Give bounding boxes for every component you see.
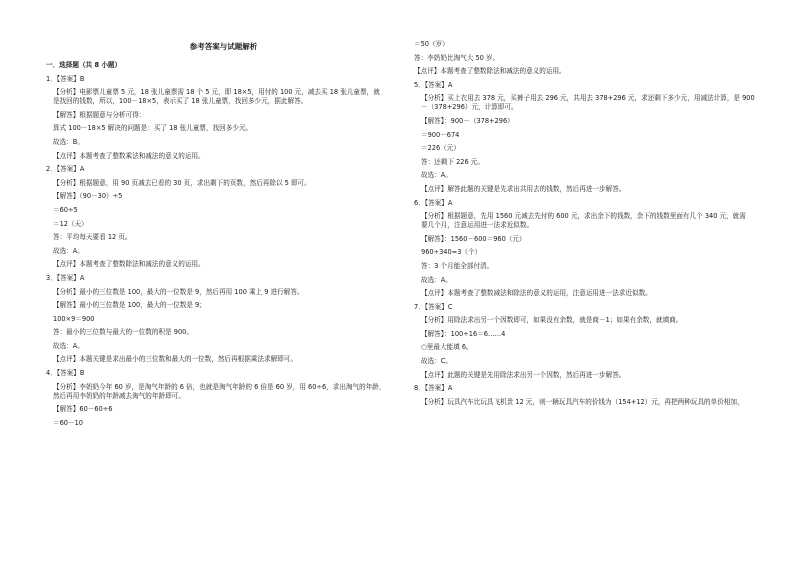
right-line: －（378+296）元，计算即可。 xyxy=(421,103,518,112)
left-line: 【分析】李奶奶今年 60 岁，是淘气年龄的 6 倍，也就是淘气年龄的 6 倍是 60 岁，用 60÷6，求出淘气的年龄， xyxy=(53,382,386,391)
right-line: 【分析】玩具汽车比玩具飞机贵 12 元，则一辆玩具汽车的价钱为（154+12）元，再把两种玩具的单价相加， xyxy=(421,397,744,406)
left-line: 一．选择题（共 8 小题） xyxy=(46,61,122,69)
left-line: ＝60÷5 xyxy=(53,205,78,214)
left-line: 故选：B。 xyxy=(53,137,84,146)
left-line: 100×9＝900 xyxy=(53,314,95,323)
right-line: 【分析】买上衣用去 378 元，买裤子用去 296 元，共用去 378+296 元，求还剩下多少元，用减法计算，是 900 xyxy=(421,94,755,103)
left-line: 【分析】根据题意，用 90 页减去已看的 30 页，求出剩下的页数，然后再除以 5 即可。 xyxy=(53,178,311,187)
left-column xyxy=(46,40,401,432)
left-line: ＝12（天） xyxy=(53,219,88,228)
left-line: 【分析】最小的三位数是 100，最大的一位数是 9，然后再用 100 乘上 9 进行解答。 xyxy=(53,287,304,296)
left-line: 【点评】本题考查了整数除法和减法的意义的运用。 xyxy=(53,260,205,269)
right-line: 故选：A。 xyxy=(421,275,452,284)
left-line: 答：平均每天要看 12 页。 xyxy=(53,233,132,242)
left-line: 故选：A。 xyxy=(53,246,84,255)
left-line: 【解答】（90－30）÷5 xyxy=(53,192,123,201)
left-line: 【点评】本题考查了整数乘法和减法的意义的运用。 xyxy=(53,151,205,160)
left-line: 【分析】电影票儿童票 5 元，18 张儿童票需 18 个 5 元，即 18×5，用付的 100 元，减去买 18 张儿童票，就 xyxy=(53,88,380,97)
right-line: 答：3 个月能全部付清。 xyxy=(421,261,494,270)
left-line: 【解答】根据题意与分析可得： xyxy=(53,110,146,119)
right-line: 【点评】此题的关键是先用除法求出另一个因数，然后再进一步解答。 xyxy=(421,370,626,379)
right-line: 5．【答案】A xyxy=(414,80,453,89)
right-line: 【点评】本题考查了整数减法和除法的意义的运用，注意运用进一法求近似数。 xyxy=(421,289,652,298)
right-line: ＝50（岁） xyxy=(414,40,449,48)
left-line: 【点评】本题关键是求出最小的三位数和最大的一位数，然后再根据乘法求解即可。 xyxy=(53,355,297,364)
left-line: 答：最小的三位数与最大的一位数的积是 900。 xyxy=(53,328,193,337)
right-line: 【分析】根据题意，先用 1560 元减去先付的 600 元，求出余下的钱数，余下的钱数里面有几个 340 元，就需 xyxy=(421,212,746,221)
left-line: 【解答】最小的三位数是 100，最大的一位数是 9； xyxy=(53,301,206,310)
left-line: 算式 100－18×5 解决的问题是：买了 18 张儿童票，找回多少元。 xyxy=(53,124,253,133)
left-line: 然后再用李奶奶的年龄减去淘气的年龄即可。 xyxy=(53,391,185,400)
left-line: ＝60－10 xyxy=(53,418,83,427)
right-line: 答：还剩下 226 元。 xyxy=(421,157,484,166)
right-line: 故选：C。 xyxy=(421,357,452,366)
right-line: 【点评】本题考查了整数除法和减法的意义的运用。 xyxy=(414,67,566,76)
right-line: 【点评】解答此题的关键是先求出共用去的钱数，然后再进一步解答。 xyxy=(421,184,626,193)
right-line: ＝900－674 xyxy=(421,130,460,139)
right-line: 【解答】：100÷16＝6……4 xyxy=(421,329,506,338)
right-line: 答：李奶奶比淘气大 50 岁。 xyxy=(414,53,500,62)
left-line: 故选：A。 xyxy=(53,341,84,350)
right-line: 7．【答案】C xyxy=(414,302,453,311)
right-line: 6．【答案】A xyxy=(414,198,453,207)
right-line: 【解答】：1560－600＝960（元） xyxy=(421,234,526,243)
page-title: 参考答案与试题解析 xyxy=(189,42,258,51)
right-line: 要几个月，注意运用进一法求近似数。 xyxy=(421,221,534,230)
left-line: 2．【答案】A xyxy=(46,165,85,174)
right-line: 【分析】用除法求出另一个因数即可，如果没有余数，就是商－1；如果有余数，就填商。 xyxy=(421,316,683,325)
left-line: 3．【答案】A xyxy=(46,273,85,282)
right-line: 故选：A。 xyxy=(421,171,452,180)
right-line: ○里最大能填 6。 xyxy=(421,343,473,352)
right-line: ＝226（元） xyxy=(421,144,460,153)
right-line: 【解答】：900－（378+296） xyxy=(421,116,514,125)
right-column xyxy=(414,40,769,411)
left-line: 1．【答案】B xyxy=(46,74,85,83)
left-line: 【解答】60－60÷6 xyxy=(53,405,113,414)
right-line: 8．【答案】A xyxy=(414,384,453,393)
left-line: 是找回的钱数，所以，100－18×5，表示买了 18 张儿童票，找回多少元，据此解答。 xyxy=(53,97,308,106)
left-line: 4．【答案】B xyxy=(46,369,85,378)
right-line: 960÷340≈3（个） xyxy=(421,248,482,257)
